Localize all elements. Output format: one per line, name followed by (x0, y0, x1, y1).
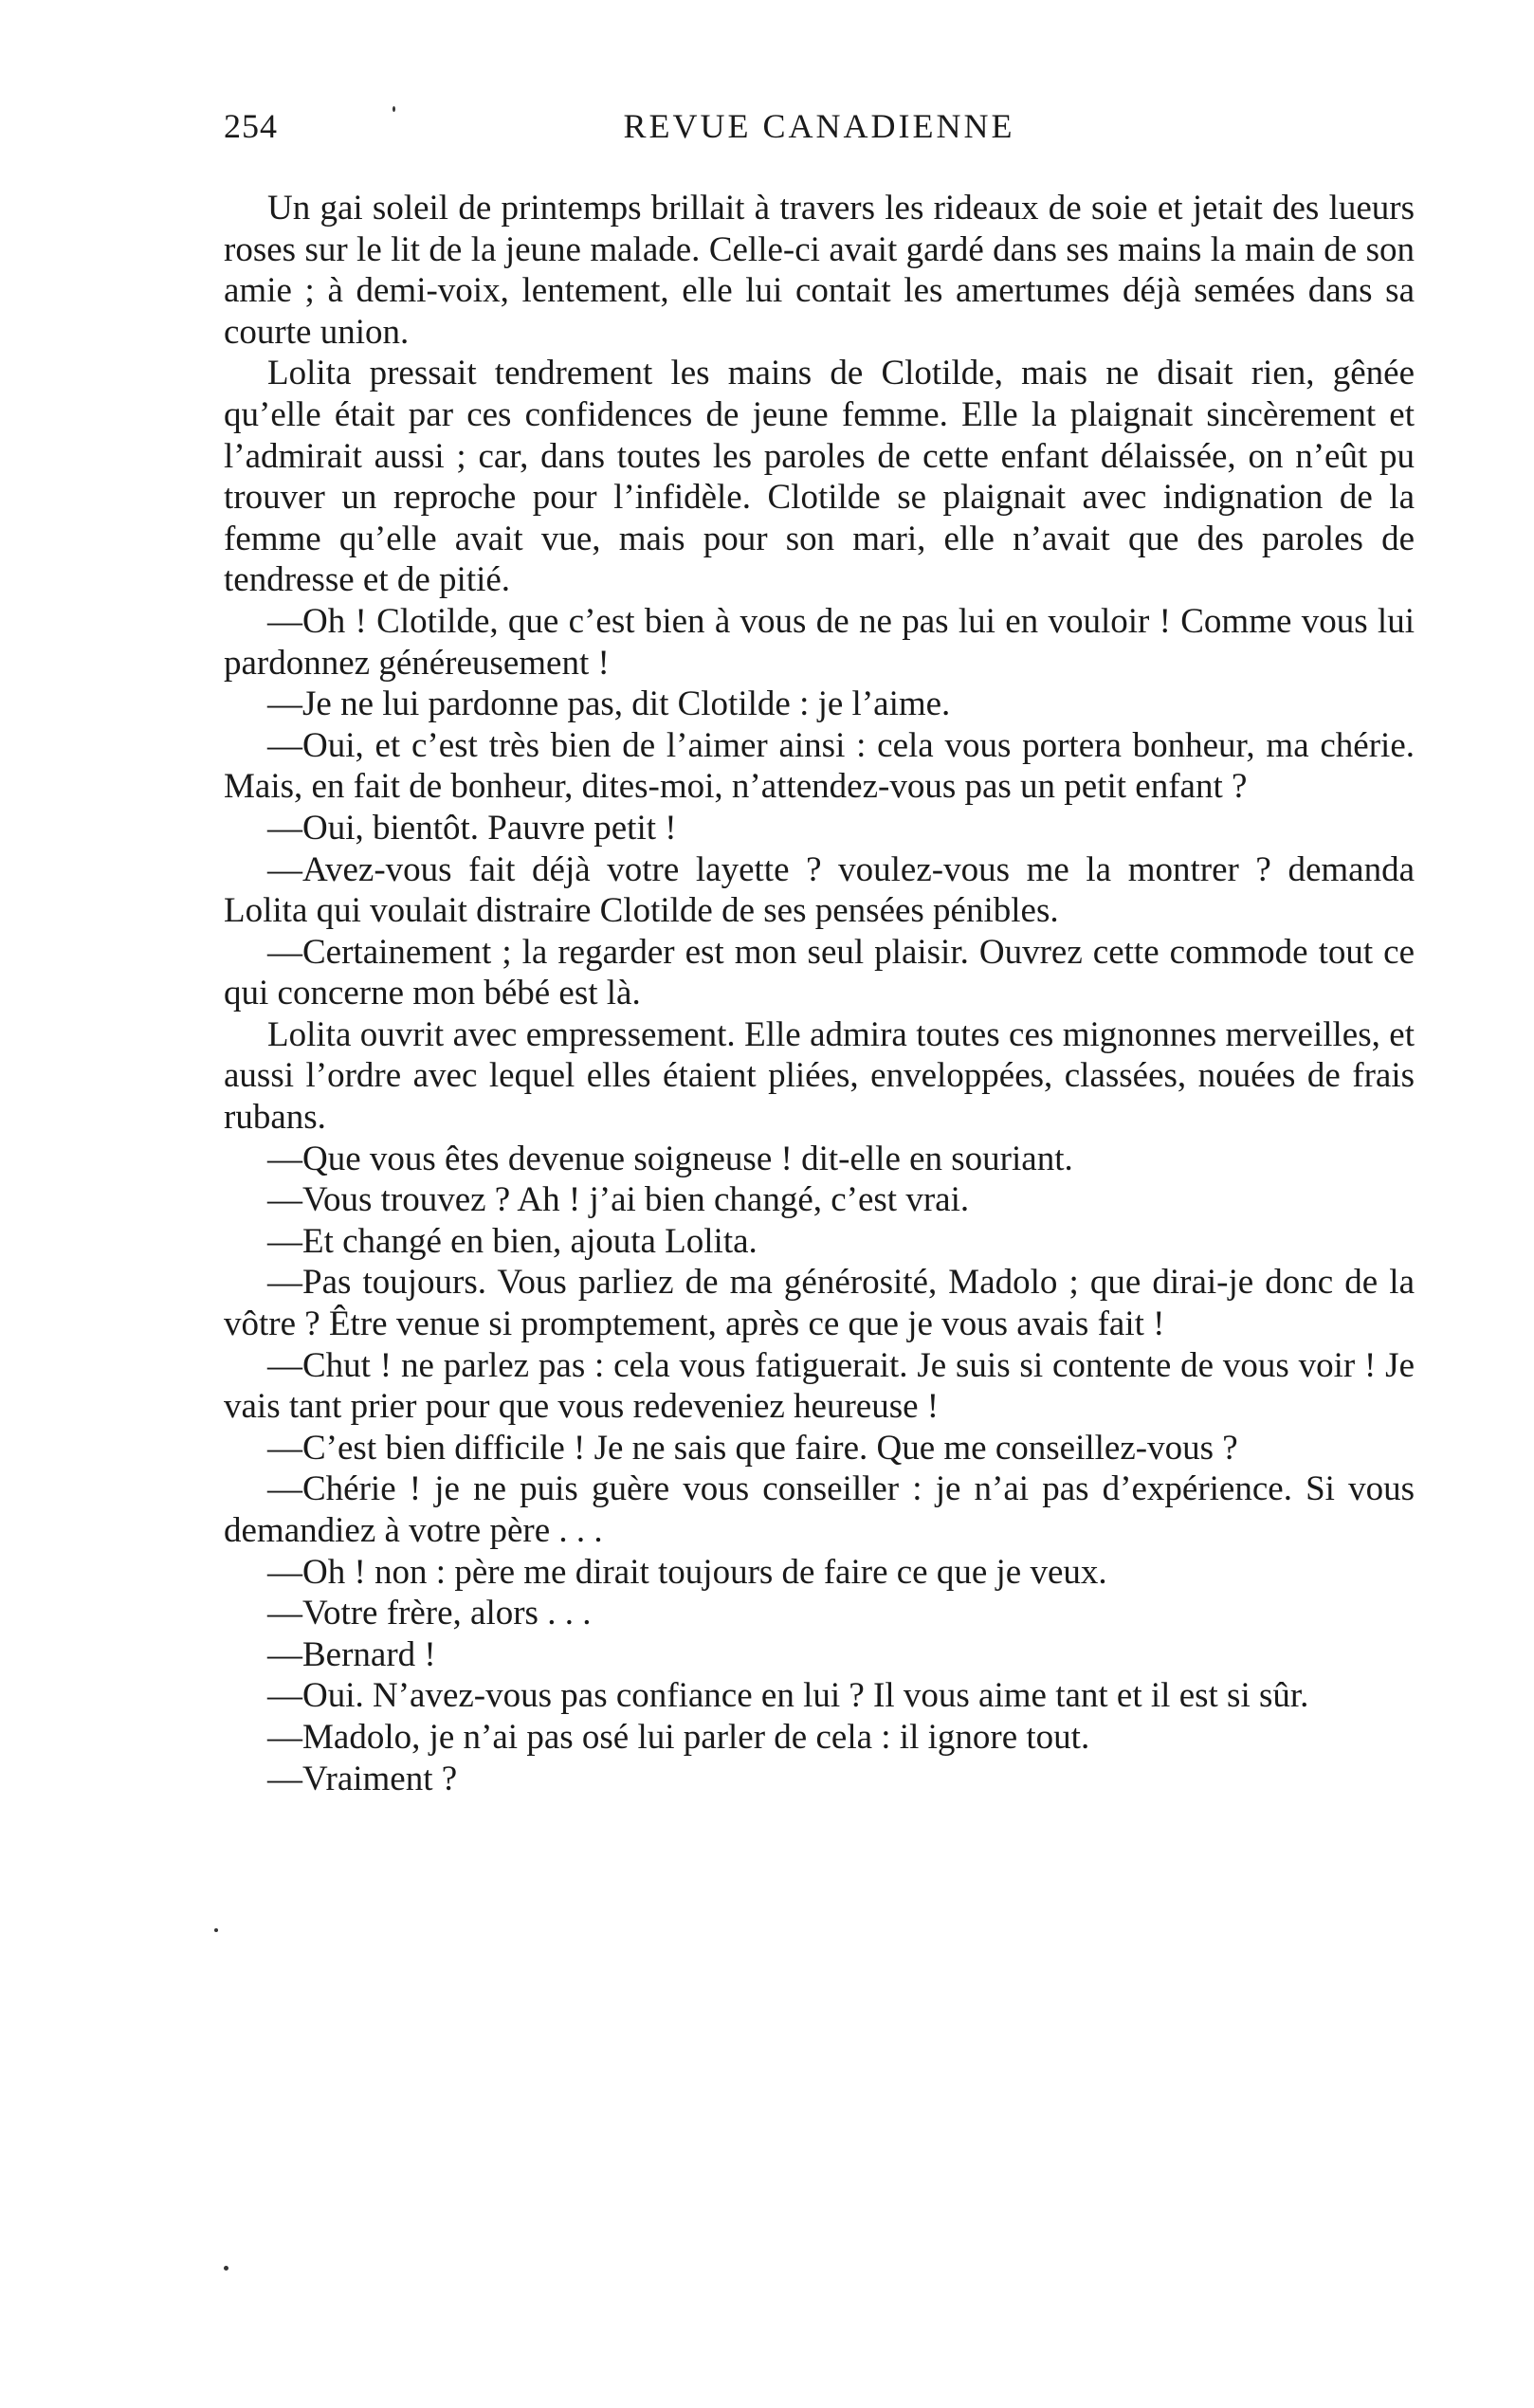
dialogue-line: —Bernard ! (267, 1634, 436, 1674)
dialogue-line: —Madolo, je n’ai pas osé lui parler de cela : il ignore tout. (267, 1717, 1090, 1757)
ink-speck (393, 106, 395, 112)
dialogue-line: —Que vous êtes devenue soigneuse ! dit-elle en souriant. (267, 1139, 1073, 1178)
dialogue-line: —Certainement ; la regarder est mon seul plaisir. Ouvrez cette commode tout ce qui concerne mon bébé est là. (224, 932, 1415, 1013)
paragraph: Un gai soleil de printemps brillait à travers les rideaux de soie et jetait des lueurs roses sur le lit de la jeune malade. Celle-ci avait gardé dans ses mains la main de son amie ; à demi-voix, lentement, elle lui contait les amertumes déjà semées dans sa courte union. (224, 189, 1415, 352)
dialogue-line: —Vous trouvez ? Ah ! j’ai bien changé, c’est vrai. (267, 1180, 970, 1220)
ink-speck (214, 1928, 218, 1932)
paragraph: Lolita ouvrit avec empressement. Elle admira toutes ces mignonnes merveilles, et aussi l’ordre avec lequel elles étaient pliées, enveloppées, classées, nouées de frais rubans. (224, 1014, 1415, 1138)
dialogue-line: —Chut ! ne parlez pas : cela vous fatiguerait. Je suis si contente de vous voir ! Je vais tant prier pour que vous redeveniez heureuse ! (224, 1345, 1415, 1427)
running-head (224, 106, 1415, 159)
dialogue-line: —Chérie ! je ne puis guère vous conseiller : je n’ai pas d’expérience. Si vous demandiez à votre père . . . (224, 1469, 1415, 1550)
dialogue-line: —Pas toujours. Vous parliez de ma générosité, Madolo ; que dirai-je donc de la vôtre ? Être venue si promptement, après ce que je vous avais fait ! (224, 1263, 1415, 1344)
body-text (224, 188, 1415, 1799)
dialogue-line: —Oh ! non : père me dirait toujours de faire ce que je veux. (267, 1552, 1107, 1592)
dialogue-line: —Vraiment ? (267, 1759, 458, 1798)
dialogue-line: —Votre frère, alors . . . (267, 1594, 592, 1633)
paragraph: Lolita pressait tendrement les mains de Clotilde, mais ne disait rien, gênée qu’elle était par ces confidences de jeune femme. Elle la plaignait sincèrement et l’admirait aussi ; car, dans toutes les paroles de cette enfant délaissée, on n’eût pu trouver un reproche pour l’infidèle. Clotilde se plaignait avec indignation de la femme qu’elle avait vue, mais pour son mari, elle n’avait que des paroles de tendresse et de pitié. (224, 354, 1415, 600)
dialogue-line: —Oh ! Clotilde, que c’est bien à vous de ne pas lui en vouloir ! Comme vous lui pardonnez généreusement ! (224, 601, 1415, 683)
dialogue-line: —Avez-vous fait déjà votre layette ? voulez-vous me la montrer ? demanda Lolita qui voulait distraire Clotilde de ses pensées pénibles. (224, 849, 1415, 931)
journal-title: REVUE CANADIENNE (623, 107, 1015, 145)
dialogue-line: —Oui, et c’est très bien de l’aimer ainsi : cela vous portera bonheur, ma chérie. Mais, en fait de bonheur, dites-moi, n’attendez-vous pas un petit enfant ? (224, 725, 1415, 807)
dialogue-line: —Oui. N’avez-vous pas confiance en lui ? Il vous aime tant et il est si sûr. (267, 1676, 1309, 1716)
page-number: 254 (224, 107, 278, 145)
dialogue-line: —C’est bien difficile ! Je ne sais que faire. Que me conseillez-vous ? (267, 1428, 1238, 1468)
ink-speck (224, 2266, 228, 2271)
dialogue-line: —Oui, bientôt. Pauvre petit ! (267, 808, 677, 848)
dialogue-line: —Je ne lui pardonne pas, dit Clotilde : je l’aime. (267, 684, 951, 724)
dialogue-line: —Et changé en bien, ajouta Lolita. (267, 1221, 758, 1261)
